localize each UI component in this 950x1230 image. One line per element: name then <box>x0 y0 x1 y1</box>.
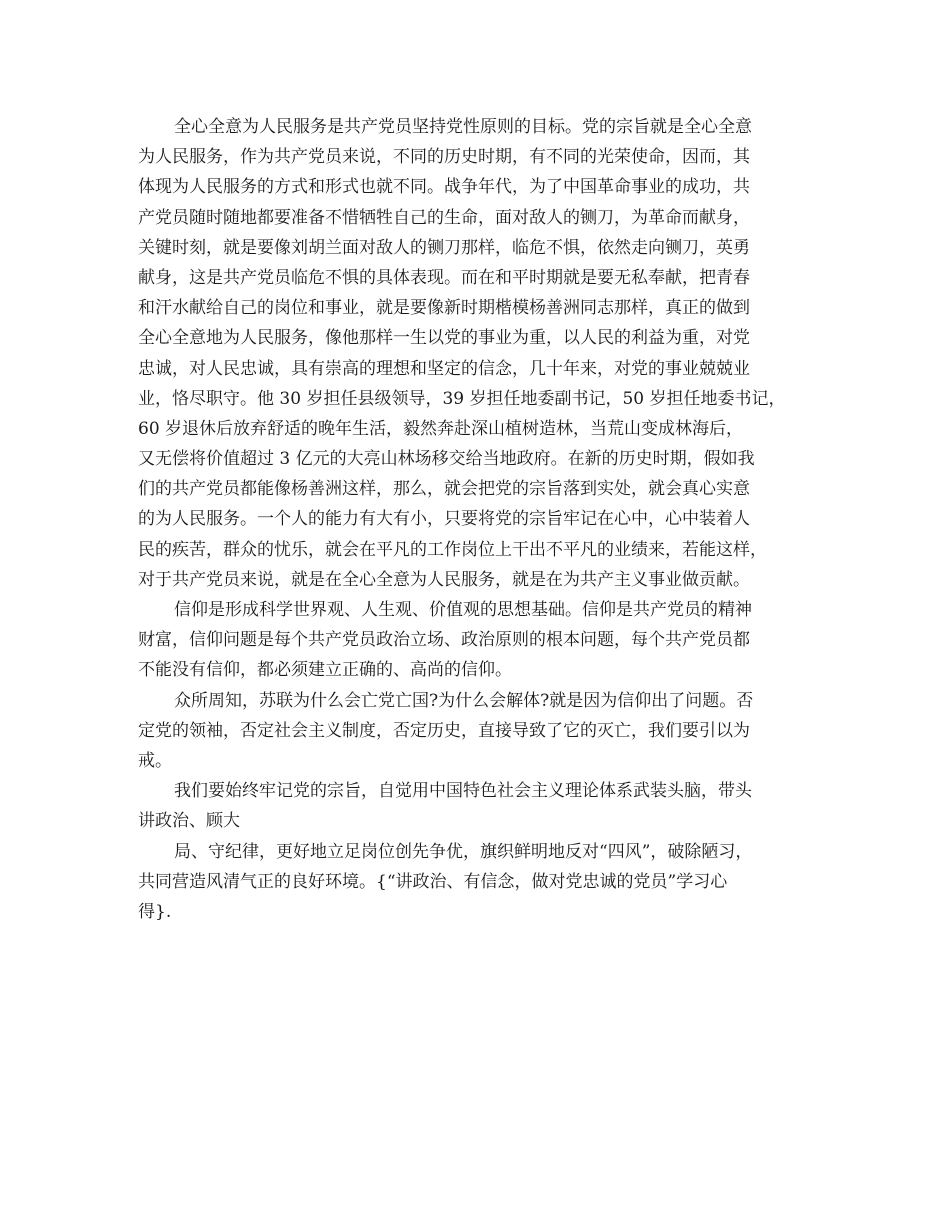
paragraph-discipline <box>138 837 818 928</box>
text-line: 体现为人民服务的方式和形式也就不同。战争年代，为了中国革命事业的成功，共 <box>138 177 750 198</box>
text-line: 局、守纪律，更好地立足岗位创先争优，旗织鲜明地反对“四风”，破除陋习， <box>174 841 753 862</box>
text-line: 全心全意为人民服务是共产党员坚持党性原则的目标。党的宗旨就是全心全意 <box>174 117 752 137</box>
text-line: 全心全意地为人民服务，像他那样一生以党的事业为重，以人民的利益为重，对党 <box>138 328 750 349</box>
text-line: 我们要始终牢记党的宗旨，自觉用中国特色社会主义理论体系武装头脑，带头 <box>174 781 752 802</box>
text-line: 关键时刻，就是要像刘胡兰面对敌人的铡刀那样，临危不惧，依然走向铡刀，英勇 <box>138 237 750 258</box>
text-line: 财富，信仰问题是每个共产党员政治立场、政治原则的根本问题，每个共产党员都 <box>138 630 750 651</box>
paragraph-faith <box>138 595 818 686</box>
text-line: 共同营造风清气正的良好环境。{“讲政治、有信念，做对党忠诚的党员”学习心 <box>138 871 728 892</box>
text-line: 众所周知，苏联为什么会亡党亡国?为什么会解体?就是因为信仰出了问题。否 <box>174 690 754 711</box>
paragraph-soviet-union <box>138 686 818 777</box>
paragraph-serve-the-people <box>138 112 818 595</box>
document-page <box>138 112 818 927</box>
text-line: 定党的领袖，否定社会主义制度，否定历史，直接导致了它的灭亡，我们要引以为 <box>138 720 750 741</box>
text-line: 民的疾苦，群众的忧乐，就会在平凡的工作岗位上干出不平凡的业绩来，若能这样， <box>138 539 767 560</box>
text-line: 得}. <box>138 901 172 922</box>
text-line: 为人民服务，作为共产党员来说，不同的历史时期，有不同的光荣使命，因而，其 <box>138 147 750 168</box>
text-line: 讲政治、顾大 <box>138 811 240 832</box>
text-line: 们的共产党员都能像杨善洲这样，那么，就会把党的宗旨落到实处，就会真心实意 <box>138 479 750 500</box>
text-line: 和汗水献给自己的岗位和事业，就是要像新时期楷模杨善洲同志那样，真正的做到 <box>138 298 750 319</box>
text-line: 信仰是形成科学世界观、人生观、价值观的思想基础。信仰是共产党员的精神 <box>174 600 752 620</box>
text-line: 戒。 <box>138 750 172 771</box>
text-line: 献身，这是共产党员临危不惧的具体表现。而在和平时期就是要无私奉献，把青春 <box>138 267 750 288</box>
text-line: 业，恪尽职守。他 30 岁担任县级领导，39 岁担任地委副书记，50 岁担任地委书记， <box>138 388 786 409</box>
paragraph-remember-purpose <box>138 776 818 836</box>
text-line: 60 岁退休后放弃舒适的晚年生活，毅然奔赴深山植树造林，当荒山变成林海后， <box>138 418 744 439</box>
text-line: 的为人民服务。一个人的能力有大有小，只要将党的宗旨牢记在心中，心中装着人 <box>138 509 750 530</box>
text-line: 忠诚，对人民忠诚，具有崇高的理想和坚定的信念，几十年来，对党的事业兢兢业 <box>138 358 750 379</box>
text-line: 又无偿将价值超过 3 亿元的大亮山林场移交给当地政府。在新的历史时期，假如我 <box>138 449 755 470</box>
text-line: 对于共产党员来说，就是在全心全意为人民服务，就是在为共产主义事业做贡献。 <box>138 569 750 590</box>
text-line: 产党员随时随地都要准备不惜牺牲自己的生命，面对敌人的铡刀，为革命而献身， <box>138 207 750 228</box>
text-line: 不能没有信仰，都必须建立正确的、高尚的信仰。 <box>138 660 512 681</box>
